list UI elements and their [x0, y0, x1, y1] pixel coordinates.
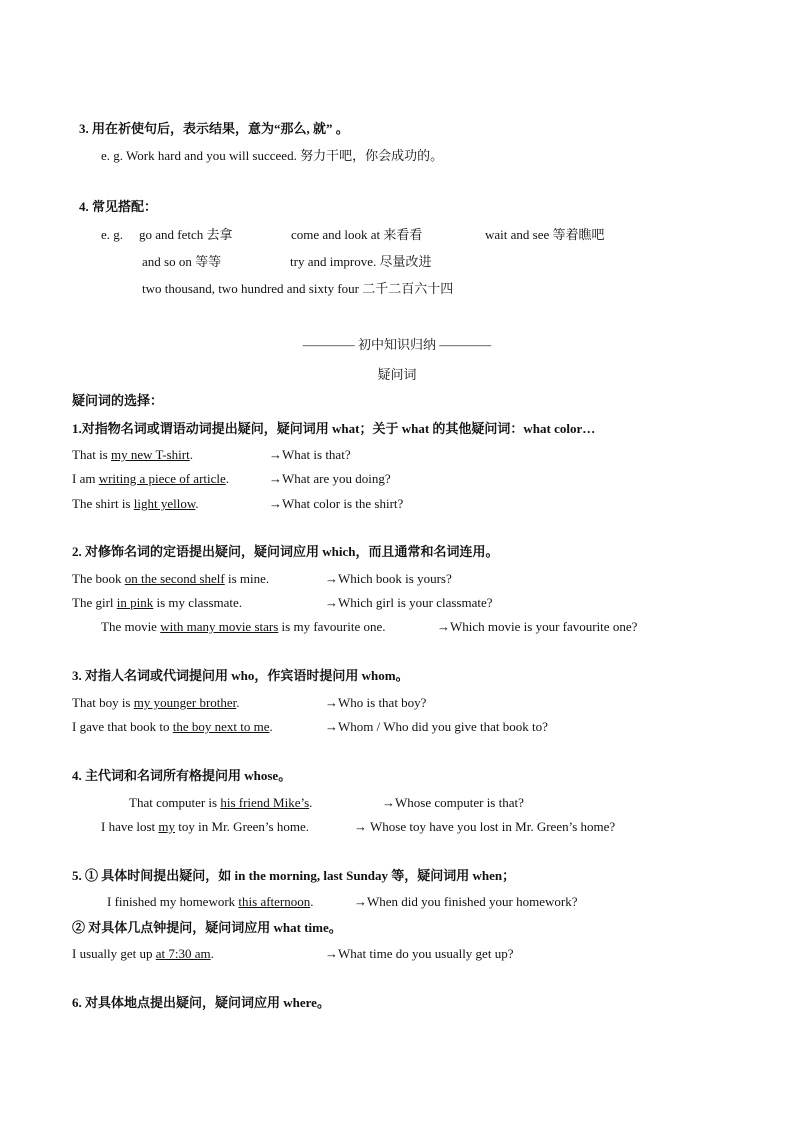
underlined-phrase: on the second shelf	[124, 571, 225, 586]
q1-answer-2: →What are you doing?	[269, 471, 391, 486]
q1-heading: 1.对指物名词或谓语动词提出疑问，疑问词用 what；关于 what 的其他疑问词：what color…	[72, 421, 596, 436]
q3-answer-1: →Who is that boy?	[325, 695, 427, 710]
collocation-and-so-on: and so on 等等	[142, 254, 222, 269]
q2-answer-2: →Which girl is your classmate?	[325, 595, 493, 610]
q3-heading: 3. 对指人名词或代词提问用 who，作宾语时提问用 whom。	[72, 668, 409, 683]
underlined-phrase: at 7:30 am	[155, 946, 211, 961]
section-4-heading: 4. 常见搭配：	[79, 199, 158, 214]
collocation-go-and-fetch: go and fetch 去拿	[139, 227, 233, 242]
section-divider: ———— 初中知识归纳 ————	[302, 337, 492, 352]
section-3-heading: 3. 用在祈使句后，表示结果，意为“那么, 就” 。	[79, 121, 349, 136]
collocation-come-and-look: come and look at 来看看	[291, 227, 423, 242]
q2-sentence-1: The book on the second shelf is mine.	[72, 571, 270, 586]
q2-heading: 2. 对修饰名词的定语提出疑问，疑问词应用 which，而且通常和名词连用。	[72, 544, 499, 559]
q4-sentence-2: I have lost my toy in Mr. Green’s home.	[101, 819, 309, 834]
q2-sentence-3: The movie with many movie stars is my favourite one.	[101, 619, 386, 634]
q5-answer-2: →What time do you usually get up?	[325, 946, 514, 961]
q1-answer-3: →What color is the shirt?	[269, 496, 404, 511]
q2-sentence-2: The girl in pink is my classmate.	[72, 595, 243, 610]
choice-title: 疑问词的选择：	[72, 393, 164, 408]
q4-answer-2: → Whose toy have you lost in Mr. Green’s home?	[354, 819, 616, 834]
underlined-phrase: the boy next to me	[172, 719, 270, 734]
q1-sentence-2: I am writing a piece of article.	[72, 471, 230, 486]
subtitle: 疑问词	[377, 367, 417, 382]
q1-sentence-3: The shirt is light yellow.	[72, 496, 199, 511]
underlined-phrase: my new T-shirt	[111, 447, 190, 462]
q6-heading: 6. 对具体地点提出疑问，疑问词应用 where。	[72, 995, 330, 1010]
eg-label: e. g.	[101, 227, 124, 242]
q4-answer-1: →Whose computer is that?	[382, 795, 524, 810]
q1-answer-1: →What is that?	[269, 447, 351, 462]
underlined-phrase: my younger brother	[133, 695, 237, 710]
collocation-number: two thousand, two hundred and sixty four 二千二百六十四	[142, 281, 454, 296]
q4-heading: 4. 主代词和名词所有格提问用 whose。	[72, 768, 292, 783]
q3-sentence-1: That boy is my younger brother.	[72, 695, 240, 710]
underlined-phrase: his friend Mike’s	[220, 795, 310, 810]
q3-answer-2: →Whom / Who did you give that book to?	[325, 719, 548, 734]
q1-sentence-1: That is my new T-shirt.	[72, 447, 193, 462]
underlined-phrase: this afternoon	[238, 894, 311, 909]
q5-heading: 5. ① 具体时间提出疑问，如 in the morning, last Sunday 等，疑问词用 when；	[72, 868, 516, 883]
q5-sentence-2: I usually get up at 7:30 am.	[72, 946, 214, 961]
q3-sentence-2: I gave that book to the boy next to me.	[72, 719, 273, 734]
q2-answer-1: →Which book is yours?	[325, 571, 452, 586]
collocation-try-and-improve: try and improve. 尽量改进	[290, 254, 432, 269]
underlined-phrase: writing a piece of article	[98, 471, 226, 486]
q4-sentence-1: That computer is his friend Mike’s.	[129, 795, 313, 810]
collocation-wait-and-see: wait and see 等着瞧吧	[485, 227, 605, 242]
section-3-example: e. g. Work hard and you will succeed. 努力干吧，你会成功的。	[101, 148, 444, 163]
underlined-phrase: in pink	[116, 595, 154, 610]
underlined-phrase: light yellow	[133, 496, 196, 511]
q5-answer-1: →When did you finished your homework?	[354, 894, 578, 909]
underlined-phrase: my	[158, 819, 176, 834]
underlined-phrase: with many movie stars	[160, 619, 279, 634]
q2-answer-3: →Which movie is your favourite one?	[437, 619, 638, 634]
q5-sentence-1: I finished my homework this afternoon.	[107, 894, 314, 909]
q5-heading-2: ② 对具体几点钟提问，疑问词应用 what time。	[72, 920, 342, 935]
